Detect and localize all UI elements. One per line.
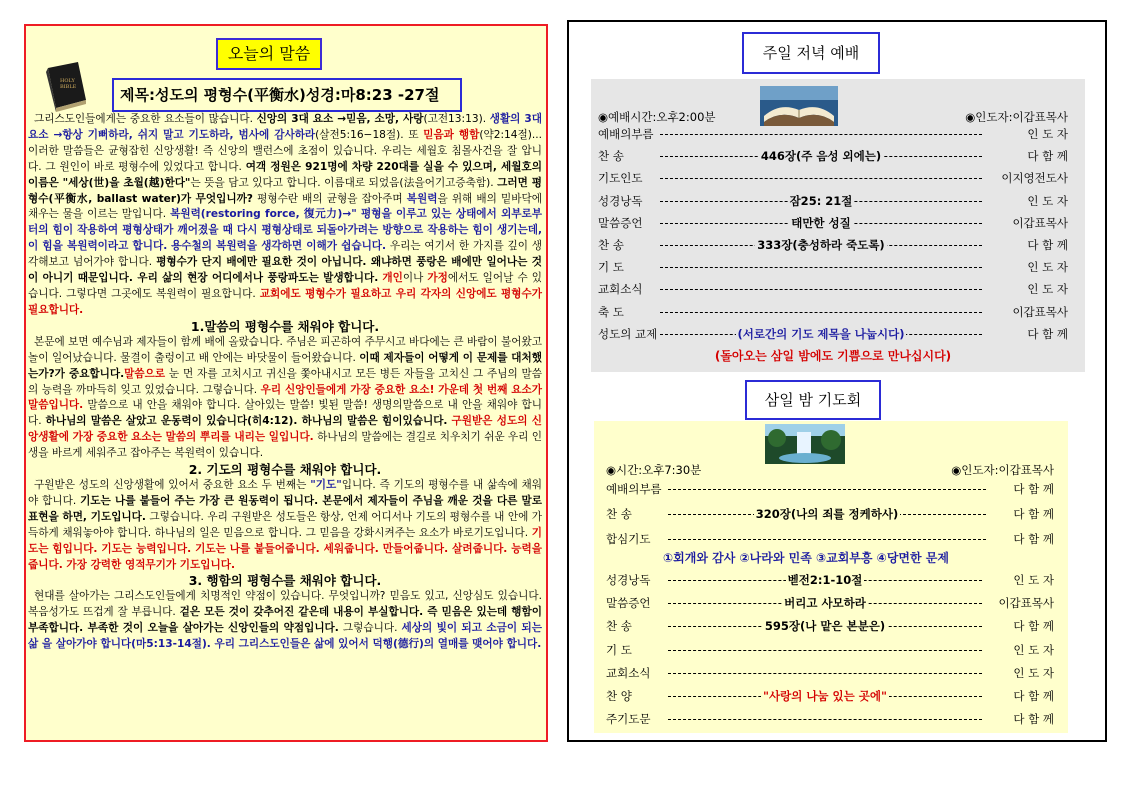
sermon-paragraph [28, 589, 542, 653]
sermon-text-run: 그렇습니다. 우리 구원받은 성도들은 항상, 언제 어디서나 기도의 평형수를 내 안에 가득하게 채워놓아야 합니다. 하나님의 일은 믿음으로 합니다. 그 믿음을 강화시켜주는 요소가 바로기도입니다. [28, 510, 542, 539]
sermon-text-run: 겉은 모든 것이 갖추어진 같은데 내용이 부실합니다. 즉 믿음은 있는데 행함이 부족합니다. 부족한 것이 오늘을 살아가는 신앙인들의 약점입니다. [28, 606, 542, 635]
sermon-body [28, 112, 542, 653]
leader-dashes [660, 289, 982, 290]
order-label: 기 도 [598, 260, 624, 275]
svg-text:BIBLE: BIBLE [60, 84, 77, 90]
sermon-text-run: 여객 정원은 921명에 차량 220대를 실을 수 있으며, 세월호의 이름은 "세상(世)을 초월(越)한다" [28, 160, 542, 189]
sermon-text-run: (약2:14절)... 이러한 말씀들은 균형잡힌 신앙생활! 즉 신앙의 밸런스에 초점이 있습니다. 우리는 세월호 침몰사건을 잘 압니다. 그 원인이 바로 평형수에 있었다고 합니다. [28, 128, 542, 173]
leader-dashes [660, 134, 982, 135]
sunday-title: 주일 저녁 예배 [742, 32, 880, 74]
sermon-text-run: 평형수란 배의 균형을 잡아주며 [252, 192, 407, 205]
order-person: 다 함 께 [1027, 326, 1068, 341]
sermon-text-run: 복원력 [406, 192, 438, 205]
order-label: 찬 송 [606, 619, 632, 634]
order-label: 찬 양 [606, 689, 632, 703]
leader-dashes [668, 673, 982, 674]
leader-dashes [660, 267, 982, 268]
order-label: 기 도 [606, 642, 632, 657]
sermon-text-run: 말씀으로 [124, 367, 166, 380]
order-row [606, 642, 1054, 658]
order-row [598, 215, 1068, 231]
order-person: 다 함 께 [1027, 149, 1068, 164]
sermon-text-run: 세상의 빛이 되고 소금이 되는 삶 을 살아가야 합니다(마5:13-14절). 우리 그리스도인들은 삶에 있어서 덕행(德行)의 열매를 맺어야 합니다. [28, 622, 542, 651]
order-content: 595장(나 맡은 본분은) [764, 619, 886, 634]
sermon-text-run: 신앙의 3대 요소 →믿음, 소망, 사랑 [256, 113, 424, 125]
order-content: 446장(주 음성 외에는) [760, 149, 882, 164]
sermon-text-run: 우리는 여기서 한 가지를 깊이 생각해보고 넘어가야 합니다. [28, 240, 543, 269]
order-person: 이갑표목사 [1012, 304, 1068, 319]
order-content: 버리고 사모하라 [784, 596, 866, 611]
order-label: 성경낭독 [598, 193, 643, 208]
order-content: 잠25: 21절 [789, 193, 853, 208]
order-row [606, 595, 1054, 611]
order-person: 이지영전도사 [1001, 171, 1068, 186]
bible-icon [42, 60, 88, 112]
sunday-time: ◉예배시간:오후2:00분 [598, 110, 716, 124]
order-person: 다 함 께 [1013, 482, 1054, 496]
sermon-text-run: 개인 [382, 272, 403, 285]
sermon-text-run: 평형수가 단지 배에만 필요한 것이 아닙니다. 왜냐하면 풍랑은 배에만 일어나는 것이 아니기 때문입니다. 우리 삶의 현장 어디에서나 풍랑파도는 발생합니다. [28, 256, 542, 285]
order-person: 다 함 께 [1013, 507, 1054, 521]
sermon-text-run: 에서도 일어날 수 있습니다. 그렇다면 그곳에도 복원력이 필요합니다. [28, 272, 542, 300]
order-person: 인 도 자 [1027, 282, 1068, 297]
order-label: 축 도 [598, 304, 624, 319]
order-label: 성도의 교제 [598, 326, 658, 341]
sermon-text-run: "기도" [310, 479, 342, 492]
order-content: 태만한 성질 [791, 215, 851, 230]
order-person: 인 도 자 [1013, 642, 1054, 657]
sermon-text-run: 하나님의 말씀은 살았고 운동력이 있습니다(히4:12). 하나님의 말씀은 힘이있습니다. [45, 415, 448, 428]
order-person: 인 도 자 [1027, 193, 1068, 208]
sermon-heading: 2. 기도의 평형수를 채워야 합니다. [188, 462, 382, 478]
sermon-text-run: 눈 먼 자를 고치시고 귀신을 쫓아내시고 모든 병든 자들을 고치신 그 주님의 말씀의 능력을 까마득히 잊고 있었습니다. 그렇습니다. [28, 367, 543, 396]
sermon-text-run: 말씀으로 내 안을 채워야 합니다. 살아있는 말씀! 빛된 말씀! 생명의말씀으로 내 안을 채워야 합니다. [28, 399, 542, 428]
order-content: (서로간의 기도 제목을 나눕시다) [737, 326, 905, 341]
order-person: 다 함 께 [1013, 689, 1054, 703]
order-row [598, 126, 1068, 142]
order-person: 다 함 께 [1027, 238, 1068, 252]
order-row [606, 531, 1054, 547]
sermon-text-run: 그리스도인들에게는 중요한 요소들이 많습니다. [34, 113, 257, 125]
sermon-text-run: 을 위해 배의 밑바닥에 채우는 물을 이르는 말입니다. [28, 192, 542, 221]
order-label: 찬 송 [598, 149, 624, 164]
order-label: 찬 송 [598, 238, 624, 252]
waterfall-image [765, 424, 845, 464]
leader-dashes [660, 178, 982, 179]
sermon-text-run: 우리 신앙인들에게 가장 중요한 요소! 가운데 첫 번째 요소가 말씀입니다. [28, 383, 542, 412]
order-row [598, 193, 1068, 209]
sermon-text-run: 이때 제자들이 어떻게 이 문제를 대처했는가?가 중요합니다. [28, 351, 542, 380]
order-row [598, 259, 1068, 275]
order-label: 합심기도 [606, 532, 651, 546]
order-person: 인 도 자 [1013, 573, 1054, 587]
sermon-paragraph [28, 478, 542, 573]
order-person: 인 도 자 [1027, 127, 1068, 141]
sermon-title: 오늘의 말씀 [216, 38, 322, 70]
order-content: 320장(나의 죄를 정케하사) [755, 507, 899, 521]
order-content: 333장(충성하라 죽도록) [757, 238, 885, 252]
order-person: 이갑표목사 [1012, 215, 1068, 230]
order-person: 인 도 자 [1027, 260, 1068, 275]
order-person: 다 함 께 [1013, 619, 1054, 634]
leader-dashes [668, 650, 982, 651]
order-row [598, 170, 1068, 186]
sermon-text-run: 교회에도 평형수가 필요하고 우리 각자의 신앙에도 평형수가 필요합니다. [28, 287, 542, 316]
open-book-image [760, 86, 838, 126]
order-content: "사랑의 나눔 있는 곳에" [763, 689, 887, 703]
order-person: 인 도 자 [1013, 665, 1054, 680]
wednesday-time: ◉시간:오후7:30분 [606, 463, 702, 477]
order-label: 교회소식 [598, 282, 643, 297]
order-row [606, 618, 1054, 634]
order-person: 다 함 께 [1013, 532, 1054, 546]
sermon-text-run: 복원력(restoring force, 復元力)→" 평형을 이루고 있는 상태에서 외부로부터의 힘이 작용하여 평형상태가 깨어졌을 때 다시 평형상태로 되돌아가려는 방향으로 작용하는 힘이 생기는데, 이 힘을 복원력이라고 합니다. [28, 208, 542, 253]
sermon-text-run: (고전13:13). [423, 113, 490, 125]
sermon-text-run: 구원받은 성도의 신앙생활에 가장 중요한 요소는 말씀의 뿌리를 내리는 일입니다. [28, 415, 543, 444]
order-row [606, 688, 1054, 704]
order-label: 말씀증언 [606, 596, 651, 611]
sermon-text-run: (살전5:16−18절). 또 [315, 128, 424, 141]
order-label: 예배의부름 [598, 127, 654, 141]
order-label: 예배의부름 [606, 482, 662, 496]
leader-dashes [668, 489, 986, 490]
sermon-text-run: 가정 [427, 272, 448, 285]
order-row [606, 665, 1054, 681]
order-person: 이갑표목사 [998, 596, 1054, 611]
leader-dashes [668, 539, 986, 540]
leader-dashes [668, 719, 982, 720]
order-label: 교회소식 [606, 665, 651, 680]
order-label: 성경낭독 [606, 573, 651, 587]
sermon-text-run: 기도는 나를 붙들어 주는 가장 큰 원동력이 됩니다. 본문에서 제자들이 주님을 깨운 것을 다른 말로 표현을 하면, 기도입니다. [28, 494, 542, 523]
order-row [598, 326, 1068, 342]
sermon-text-run: 기도는 힘입니다. 기도는 능력입니다. 기도는 나를 붙들어줍니다. 세워줍니다. 만들어줍니다. 살려줍니다. 능력을 줍니다. 가장 강력한 영적무기가 기도입니다. [28, 526, 542, 571]
order-label: 말씀증언 [598, 215, 643, 230]
order-row [598, 148, 1068, 164]
sermon-subject: 제목:성도의 평형수(平衡水)성경:마8:23 -27절 [112, 78, 462, 112]
sermon-text-run: 본문에 보면 예수님과 제자들이 함께 배에 올랐습니다. 주님은 피곤하여 주무시고 바다에는 큰 바람이 불어왔고 놀이 일어났습니다. 물결이 출렁이고 배 안에는 바닷물이 들어왔습니다. [28, 335, 542, 364]
sermon-heading: 3. 행함의 평형수를 채워야 합니다. [188, 573, 382, 589]
sermon-text-run: 입니다. 즉 기도의 평형수를 내 삶속에 채워야 합니다. [28, 479, 542, 507]
order-row [606, 481, 1054, 497]
leader-dashes [660, 312, 982, 313]
svg-text:HOLY: HOLY [60, 78, 75, 84]
wednesday-leader: ◉인도자:이갑표목사 [951, 463, 1054, 477]
sermon-paragraph [28, 335, 542, 462]
order-row [606, 711, 1054, 727]
sermon-text-run: 생활의 3대 요소 →항상 기뻐하라, 쉬지 말고 기도하라, 범사에 감사하라 [28, 113, 542, 141]
sunday-leader: ◉인도자:이갑표목사 [965, 110, 1068, 124]
order-row [598, 304, 1068, 320]
order-row [606, 572, 1054, 588]
sermon-text-run: 용수철의 복원력을 생각하면 이해가 쉽습니다. [171, 240, 387, 253]
sermon-heading: 1.말씀의 평형수를 채워야 합니다. [190, 318, 380, 334]
prayer-topics: ①회개와 감사 ②나라와 민족 ③교회부흥 ④당면한 문제 [663, 551, 949, 565]
sermon-paragraph [28, 112, 542, 319]
sermon-text-run: 그러면 평형수(平衡水, ballast water)가 무엇입니까? [28, 176, 542, 205]
order-person: 다 함 께 [1013, 712, 1054, 727]
sermon-text-run: 는 뜻을 담고 있다고 합니다. 이름대로 되었음(法을어기고증축함). [190, 176, 498, 189]
order-label: 기도인도 [598, 171, 643, 186]
order-content: 벧전2:1-10절 [787, 573, 863, 587]
sermon-text-run: 이나 [402, 272, 428, 285]
sermon-text-run: 믿음과 행함 [423, 128, 480, 141]
order-row [606, 506, 1054, 522]
order-row [598, 237, 1068, 253]
wednesday-title: 삼일 밤 기도회 [745, 380, 881, 420]
sunday-notice: (돌아오는 삼일 밤에도 기쁨으로 만나십시다) [714, 349, 952, 363]
sermon-text-run: 현대를 살아가는 그리스도인들에게 치명적인 약점이 있습니다. 무엇입니까? 믿음도 있고, 신앙심도 있습니다. 복음성가도 뜨겁게 잘 부릅니다. [28, 590, 542, 619]
sermon-text-run: 하나님의 말씀에는 결길로 치우치기 쉬운 우리 인생을 바르게 세워주고 잡아주는 복원력이 있습니다. [28, 431, 542, 460]
sermon-text-run: 그렇습니다. [338, 622, 402, 635]
order-label: 주기도문 [606, 712, 651, 727]
order-row [598, 281, 1068, 297]
order-label: 찬 송 [606, 507, 632, 521]
sermon-text-run: 구원받은 성도의 신앙생활에 있어서 중요한 요소 두 번째는 [34, 479, 311, 492]
